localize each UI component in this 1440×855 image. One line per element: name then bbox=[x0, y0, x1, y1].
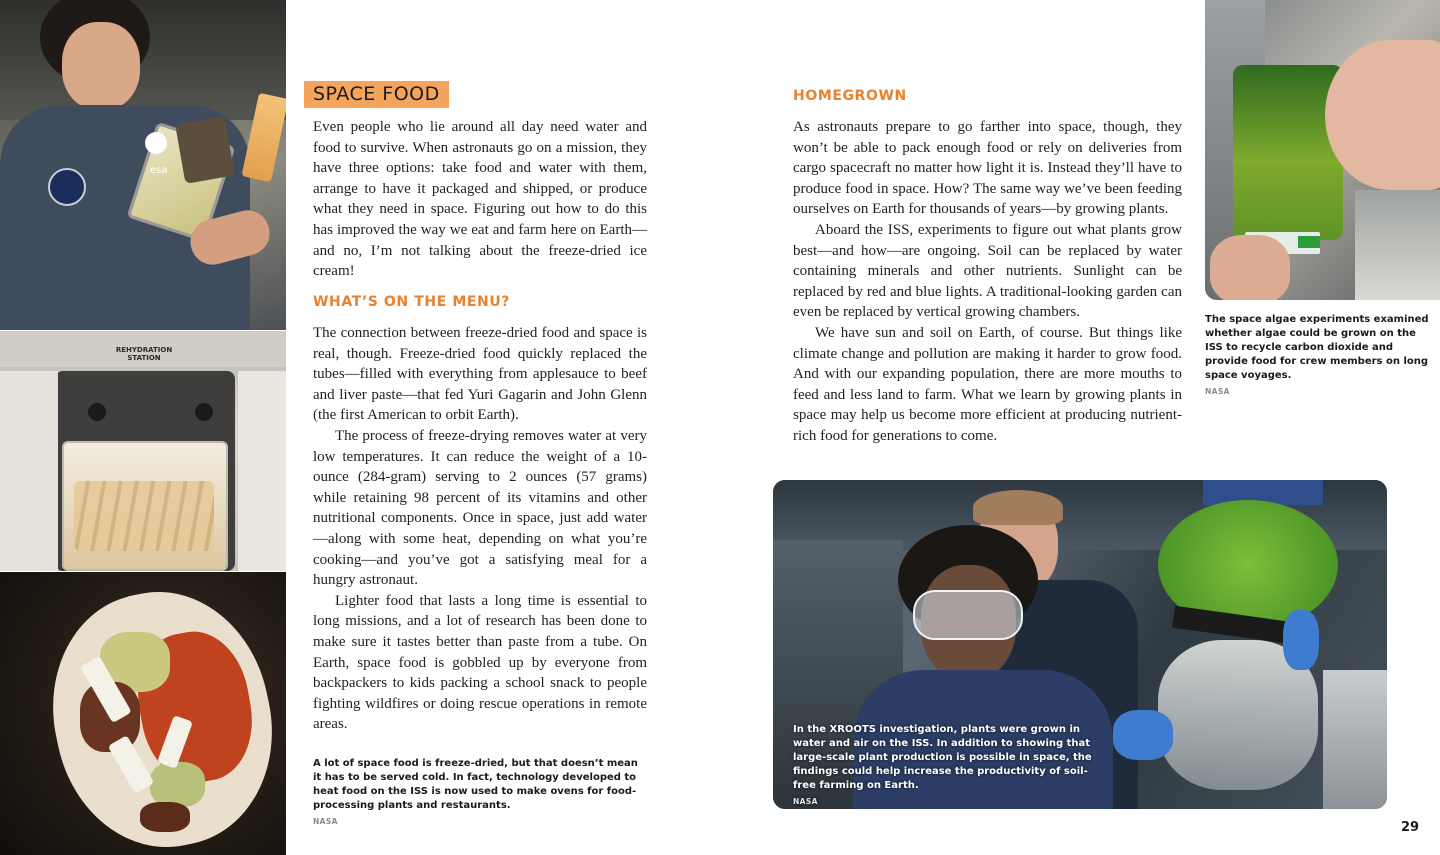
astronaut-photo bbox=[0, 0, 286, 330]
homegrown-paragraph: We have sun and soil on Earth, of course. But things like climate change and pollution are making it harder to grow food. And with our expanding population, there are more mouths to feed and less land to farm. What we learn by growing plants in space may help us become more efficient at producing nutrient-rich food for generations to come. bbox=[793, 324, 1182, 444]
intro-paragraph bbox=[313, 117, 647, 282]
menu-paragraph: The process of freeze-drying removes water at very low temperatures. It can reduce the weight of a 10-ounce (284-gram) serving to 2 ounces (57 grams) while retaining 98 percent of its vitamins and other nutritional components. Once in space, just add water—along with some heat, depending on what you’re cooking—and you’ve got a satisfying meal for a hungry astronaut. bbox=[313, 427, 647, 589]
menu-paragraph: Lighter food that lasts a long time is essential to long missions, and a lot of research has been done to make sure it tastes better than paste from a tube. On Earth, space food is gobbled up by everyone from backpackers to kids packing a school snack to people fighting wildfires or doing rescue operations in remote areas. bbox=[313, 592, 647, 733]
page-number: 29 bbox=[1401, 820, 1420, 835]
rehydration-station-photo bbox=[0, 331, 286, 571]
menu-paragraph: The connection between freeze-dried food and space is real, though. Freeze-dried food quickly replaced the tubes—filled with everything from applesauce to beef and liver paste—that fed Yuri Gagarin and John Glenn (the first American to orbit Earth). bbox=[313, 325, 647, 424]
homegrown-heading: HOMEGROWN bbox=[793, 88, 907, 104]
menu-body bbox=[313, 323, 647, 735]
algae-credit: NASA bbox=[1205, 387, 1230, 396]
xroots-photo bbox=[773, 480, 1387, 809]
food-caption-text: A lot of space food is freeze-dried, but that doesn’t mean it has to be served cold. In fact, technology developed to heat food on the ISS is now used to make ovens for food-processing plants and restaurants. bbox=[313, 758, 638, 811]
homegrown-paragraph: As astronauts prepare to go farther into space, though, they won’t be able to pack enough food or rely on deliveries from cargo spacecraft no matter how light it is. Instead they’ll have to produce food in space. How? The same way we’ve been feeding ourselves on Earth for thousands of years—by growing plants. bbox=[793, 119, 1182, 218]
esa-logo-icon bbox=[145, 132, 167, 154]
homegrown-paragraph: Aboard the ISS, experiments to figure out what plants grow best—and how—are ongoing. Soil can be replaced by water containing minerals and other nutrients. Sunlight can be replaced by red and blue lights. A traditional-looking garden can even be replaced by vertical growing chambers. bbox=[793, 221, 1182, 321]
esa-badge-label: esa bbox=[150, 165, 168, 176]
food-caption bbox=[313, 757, 643, 829]
xroots-credit: NASA bbox=[793, 797, 818, 806]
algae-caption-text: The space algae experiments examined whether algae could be grown on the ISS to recycle carbon dioxide and provide food for crew members on long space voyages. bbox=[1205, 314, 1429, 381]
tortilla-photo bbox=[0, 572, 286, 855]
xroots-caption-text: In the XROOTS investigation, plants were grown in water and air on the ISS. In addition to showing that large-scale plant production is possible in space, the findings could help increase the productivity of soil-free farming on Earth. bbox=[793, 724, 1092, 791]
algae-bag-photo bbox=[1205, 0, 1440, 300]
menu-heading: WHAT’S ON THE MENU? bbox=[313, 294, 511, 310]
food-credit: NASA bbox=[313, 817, 338, 826]
algae-caption bbox=[1205, 313, 1430, 399]
homegrown-body bbox=[793, 117, 1182, 447]
rehydration-station-label: REHYDRATION STATION bbox=[115, 346, 173, 362]
xroots-caption bbox=[793, 723, 1093, 809]
section-title: SPACE FOOD bbox=[304, 81, 449, 108]
intro-text: Even people who lie around all day need water and food to survive. When astronauts go on a mission, they have three options: take food and water with them, arrange to have it packaged and shipped, or produce what they need in space. Figuring out how to do this has improved the way we eat and farm here on Earth—and no, I’m not talking about the freeze-dried ice cream! bbox=[313, 119, 647, 280]
